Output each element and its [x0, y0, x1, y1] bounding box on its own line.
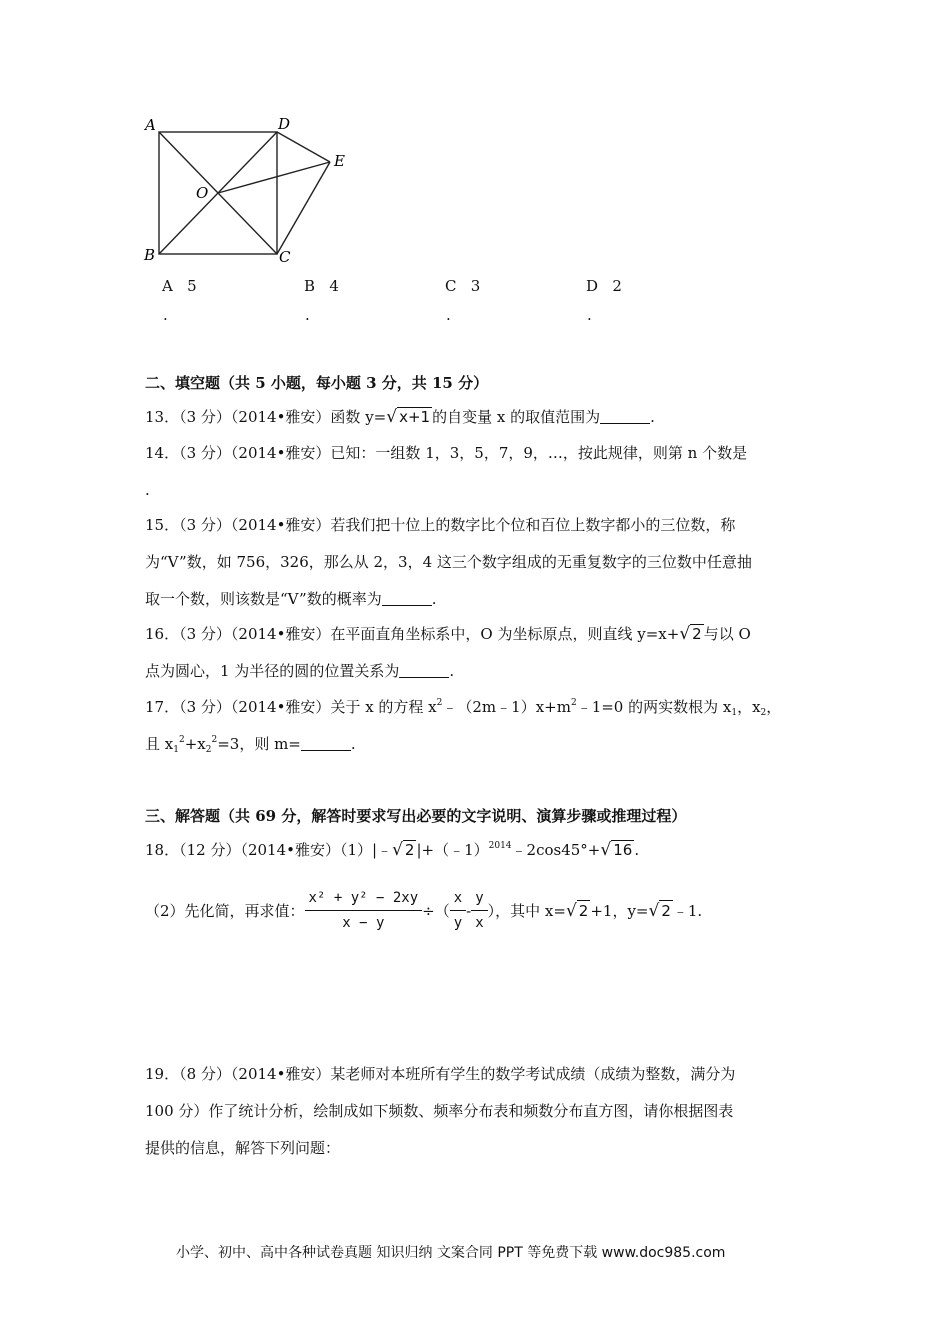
q17-text-b: ﹣（2m﹣1）x+m [442, 698, 571, 716]
q18-text-f: +1，y= [590, 901, 649, 920]
question-19-line1: 19．（8 分）（2014•雅安）某老师对本班所有学生的数学考试成绩（成绩为整数，满分为 [145, 1065, 736, 1083]
option-b-value: 4 [329, 277, 339, 295]
question-13 [145, 407, 655, 427]
q18-text-a: 18．（12 分）（2014•雅安）（1）|﹣ [145, 841, 393, 859]
question-15-line1: 15．（3 分）（2014•雅安）若我们把十位上的数字比个位和百位上数字都小的三位数，称 [145, 516, 736, 534]
option-a-dot: . [163, 306, 168, 324]
q17-text-c: ﹣1=0 的两实数根为 x [576, 698, 732, 716]
segment-ec [277, 162, 330, 254]
option-c-value: 3 [470, 277, 481, 295]
question-15-line3 [145, 589, 437, 609]
question-17-line1 [145, 697, 781, 717]
q16-text-c: 点为圆心，1 为半径的圆的位置关系为 [145, 662, 400, 680]
sqrt-icon: √ [648, 900, 660, 921]
q16-radicand: 2 [692, 625, 702, 643]
q18-radicand-3: 2 [578, 902, 589, 920]
q13-radicand: x+1 [399, 408, 431, 426]
segment-de [277, 132, 330, 162]
q17-text-a: 17．（3 分）（2014•雅安）关于 x 的方程 x [145, 698, 437, 716]
page-footer: 小学、初中、高中各种试卷真题 知识归纳 文案合同 PPT 等免费下载 www.doc985.com [176, 1245, 726, 1261]
q18-minus: - [466, 901, 472, 920]
q16-text-b: 与以 O [703, 625, 751, 643]
q18-text-e: ），其中 x= [487, 901, 566, 920]
section3-heading: 三、解答题（共 69 分，解答时要求写出必要的文字说明、演算步骤或推理过程） [145, 807, 687, 825]
sqrt-icon: √ [565, 900, 577, 921]
question-19-line3: 提供的信息，解答下列问题： [145, 1139, 341, 1157]
option-d-letter: D [586, 277, 599, 295]
label-d: D [278, 115, 291, 133]
label-o: O [196, 184, 209, 202]
sqrt-icon: √ [600, 840, 612, 860]
sqrt-icon: √ [679, 624, 691, 644]
fraction-y-over-x-numerator: y [471, 888, 487, 911]
option-d-dot: . [587, 306, 592, 324]
question-16-line2 [145, 661, 454, 681]
fraction-x-over-y-denominator: y [453, 915, 463, 931]
q18-text-b: |+（﹣1） [416, 841, 489, 859]
q17-sub-3: 1 [173, 745, 179, 755]
q18-radicand-2: 16 [613, 841, 633, 859]
q16-text-d: . [449, 662, 455, 680]
option-a-value: 5 [187, 277, 197, 295]
q17-text-f: 且 x [145, 735, 174, 753]
option-c-dot: . [446, 306, 451, 324]
q13-text-b: 的自变量 x 的取值范围为 [432, 408, 601, 426]
q13-text-a: 13．（3 分）（2014•雅安）函数 y= [145, 408, 387, 426]
label-c: C [279, 248, 291, 266]
q18-text-c: ﹣2cos45°+ [511, 841, 601, 859]
fraction-main-denominator: x − y [342, 915, 385, 931]
question-17-line2 [145, 734, 356, 754]
option-a[interactable] [162, 277, 197, 295]
section2-heading: 二、填空题（共 5 小题，每小题 3 分，共 15 分） [145, 374, 489, 392]
question-14-line2: . [145, 481, 150, 499]
question-19-line2: 100 分）作了统计分析，绘制成如下频数、频率分布表和频数分布直方图，请你根据图表 [145, 1102, 734, 1120]
question-18-part2 [145, 888, 702, 933]
q15-text-b: . [431, 590, 437, 608]
option-c-letter: C [445, 277, 457, 295]
q17-sup-2: 2 [570, 698, 577, 708]
label-e: E [334, 152, 345, 170]
q18-part2-label: （2）先化简，再求值： [145, 901, 305, 920]
q18-divide: ÷（ [422, 901, 450, 920]
fraction-x-over-y [450, 888, 466, 933]
option-d-value: 2 [612, 277, 622, 295]
fraction-x-over-y-numerator: x [450, 888, 466, 911]
q15-answer-blank[interactable] [382, 591, 432, 606]
q17-sub-1: 1 [731, 708, 738, 718]
q18-text-g: ﹣1. [672, 901, 703, 920]
question-16-line1 [145, 624, 751, 644]
q17-sup-1: 2 [436, 698, 443, 708]
q17-text-h: =3，则 m= [217, 735, 301, 753]
q17-answer-blank[interactable] [301, 736, 351, 751]
q16-answer-blank[interactable] [399, 663, 449, 678]
q18-radicand-4: 2 [661, 902, 671, 920]
q16-text-a: 16．（3 分）（2014•雅安）在平面直角坐标系中，O 为坐标原点，则直线 y=x+ [145, 625, 680, 643]
fraction-y-over-x-denominator: x [475, 915, 484, 931]
fraction-main-numerator: x² + y² − 2xy [305, 888, 423, 911]
option-b-letter: B [304, 277, 316, 295]
q18-text-d: . [634, 841, 640, 859]
question-14-line1: 14．（3 分）（2014•雅安）已知：一组数 1，3，5，7，9，…，按此规律，则第 n 个数是 [145, 444, 748, 462]
q17-text-d: ，x [737, 698, 761, 716]
question-18-part1 [145, 840, 639, 860]
sqrt-icon: √ [386, 407, 398, 427]
q13-text-c: . [650, 408, 655, 426]
geometry-figure [140, 112, 360, 272]
fraction-y-over-x [471, 888, 487, 933]
q18-radicand-1: 2 [404, 841, 415, 859]
q18-exponent: 2014 [488, 841, 512, 851]
label-b: B [144, 246, 156, 264]
q13-answer-blank[interactable] [600, 409, 650, 424]
option-b[interactable] [304, 277, 339, 295]
q17-text-i: . [350, 735, 356, 753]
fraction-main [305, 888, 423, 933]
segment-oe [218, 162, 330, 193]
q17-sub-4: 2 [205, 745, 212, 755]
option-b-dot: . [305, 306, 310, 324]
q15-text-a: 取一个数，则该数是“V”数的概率为 [145, 590, 382, 608]
option-c[interactable] [445, 277, 480, 295]
q17-sup-3: 2 [178, 735, 185, 745]
q17-sub-2: 2 [760, 708, 767, 718]
q17-text-g: +x [184, 735, 206, 753]
sqrt-icon: √ [392, 840, 403, 860]
label-a: A [145, 116, 156, 134]
q17-text-e: ， [766, 698, 782, 716]
option-d[interactable] [586, 277, 622, 295]
option-a-letter: A [162, 277, 173, 295]
q17-sup-4: 2 [211, 735, 218, 745]
question-15-line2: 为“V”数，如 756，326，那么从 2，3，4 这三个数字组成的无重复数字的三位数中任意抽 [145, 553, 752, 571]
